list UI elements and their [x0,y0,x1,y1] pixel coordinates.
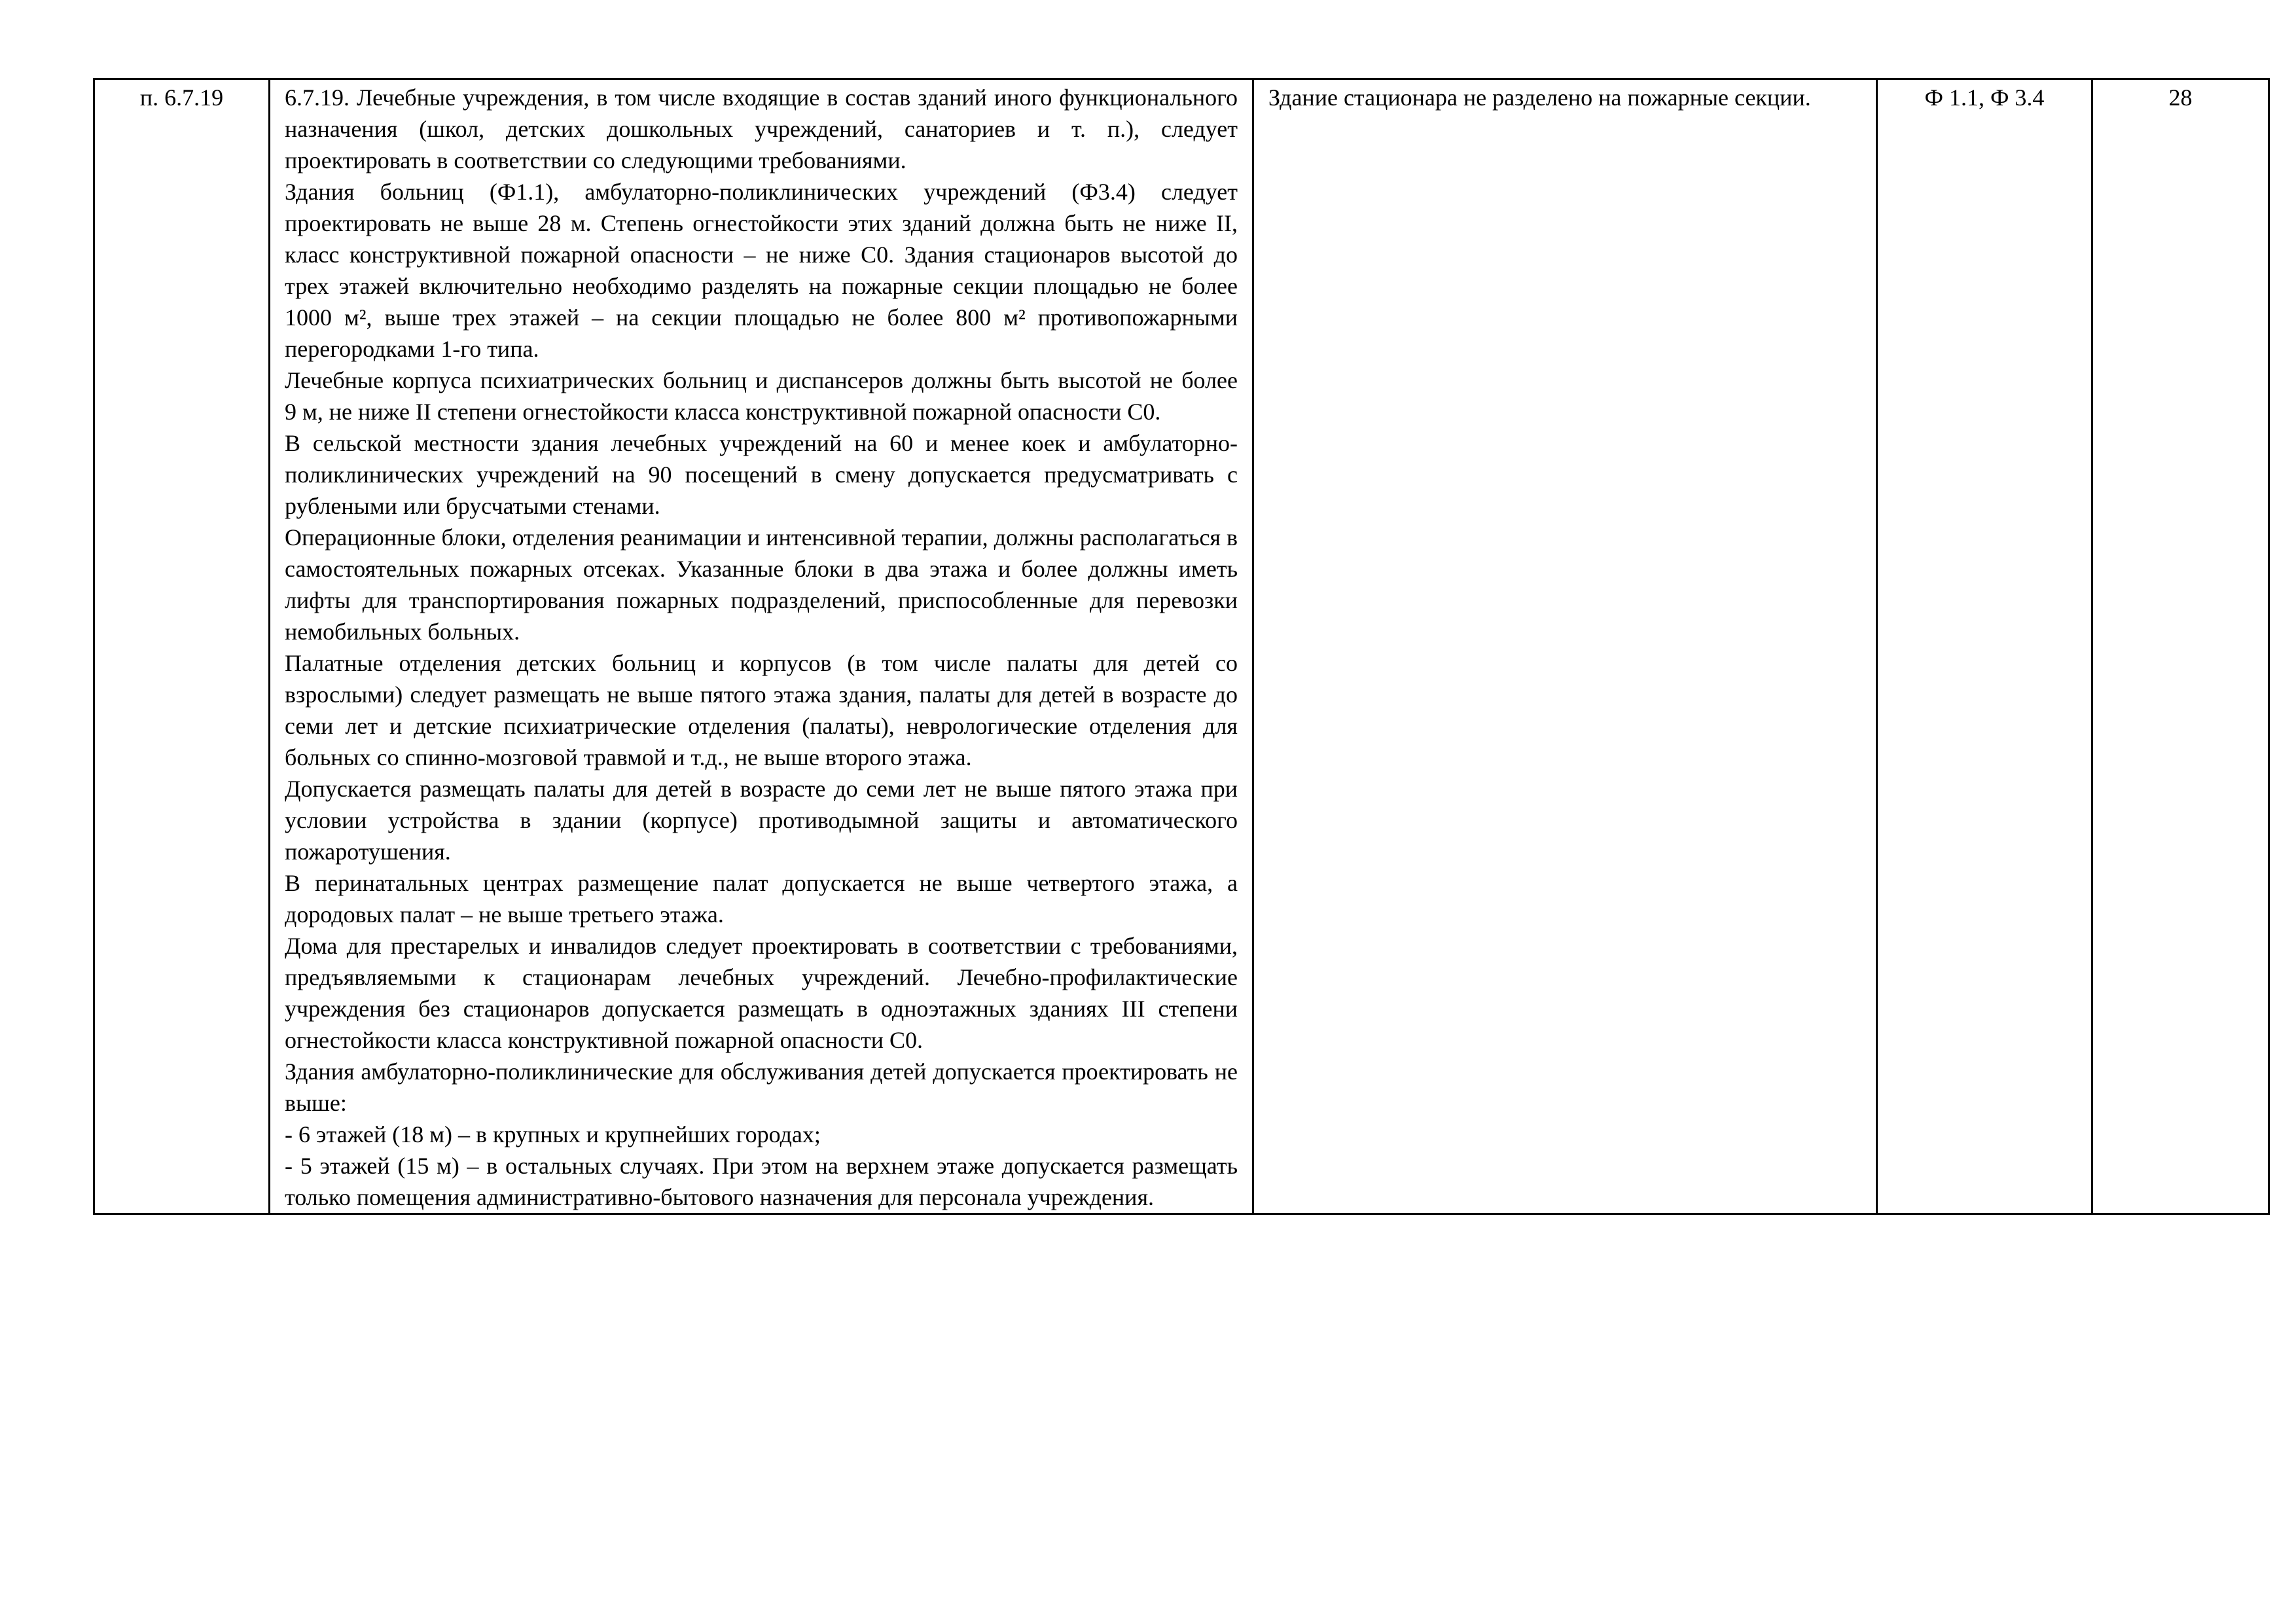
clause-reference-cell: п. 6.7.19 [94,79,270,1214]
functional-class-cell: Ф 1.1, Ф 3.4 [1877,79,2092,1214]
requirement-paragraph: Здания больниц (Ф1.1), амбулаторно-поликлинических учреждений (Ф3.4) следует проектировать не выше 28 м. Степень огнестойкости этих зданий должна быть не ниже II, класс конструктивной пожарной опасности – не ниже С0. Здания стационаров высотой до трех этажей включительно необходимо разделять на пожарные секции площадью не более 1000 м², выше трех этажей – на секции площадью не более 800 м² противопожарными перегородками 1-го типа. [285,179,1238,362]
table-row [94,79,2269,1214]
requirement-paragraph: - 6 этажей (18 м) – в крупных и крупнейших городах; [285,1121,821,1147]
requirement-paragraph: В перинатальных центрах размещение палат допускается не выше четвертого этажа, а дородовых палат – не выше третьего этажа. [285,870,1238,928]
requirement-paragraph: 6.7.19. Лечебные учреждения, в том числе входящие в состав зданий иного функционального назначения (школ, детских дошкольных учреждений, санаториев и т. п.), следует проектировать в соответствии со следующими требованиями. [285,84,1238,173]
requirement-paragraph: Здания амбулаторно-поликлинические для обслуживания детей допускается проектировать не выше: [285,1058,1238,1116]
row-number-cell: 28 [2092,79,2269,1214]
violation-note-cell: Здание стационара не разделено на пожарные секции. [1253,79,1877,1214]
requirement-paragraph: Лечебные корпуса психиатрических больниц и диспансеров должны быть высотой не более [285,367,1238,393]
requirement-paragraph: Палатные отделения детских больниц и корпусов (в том числе палаты для детей со взрослыми) следует размещать не выше пятого этажа здания, палаты для детей в возрасте до семи лет и детские психиатрические отделения (палаты), неврологические отделения для больных со спинно-мозговой травмой и т.д., не выше второго этажа. [285,650,1238,770]
requirement-paragraph: 9 м, не ниже II степени огнестойкости класса конструктивной пожарной опасности С0. [285,399,1161,425]
requirement-paragraph: - 5 этажей (15 м) – в остальных случаях. При этом на верхнем этаже допускается размещать только помещения административно-бытового назначения для персонала учреждения. [285,1153,1238,1210]
requirement-paragraph: В сельской местности здания лечебных учреждений на 60 и менее коек и амбулаторно-поликлинических учреждений на 90 посещений в смену допускается предусматривать с рублеными или брусчатыми стенами. [285,430,1238,519]
requirements-table [93,78,2270,1215]
requirement-paragraph: Операционные блоки, отделения реанимации и интенсивной терапии, должны располагаться в самостоятельных пожарных отсеках. Указанные блоки в два этажа и более должны иметь лифты для транспортирования пожарных подразделений, приспособленные для перевозки немобильных больных. [285,524,1238,645]
requirement-text-cell [270,79,1253,1214]
requirement-paragraph: Допускается размещать палаты для детей в возрасте до семи лет не выше пятого этажа при условии устройства в здании (корпусе) противодымной защиты и автоматического пожаротушения. [285,776,1238,865]
requirement-paragraph: Дома для престарелых и инвалидов следует проектировать в соответствии с требованиями, предъявляемыми к стационарам лечебных учреждений. Лечебно-профилактические учреждения без стационаров допускается размещать в одноэтажных зданиях III степени огнестойкости класса конструктивной пожарной опасности С0. [285,933,1238,1053]
